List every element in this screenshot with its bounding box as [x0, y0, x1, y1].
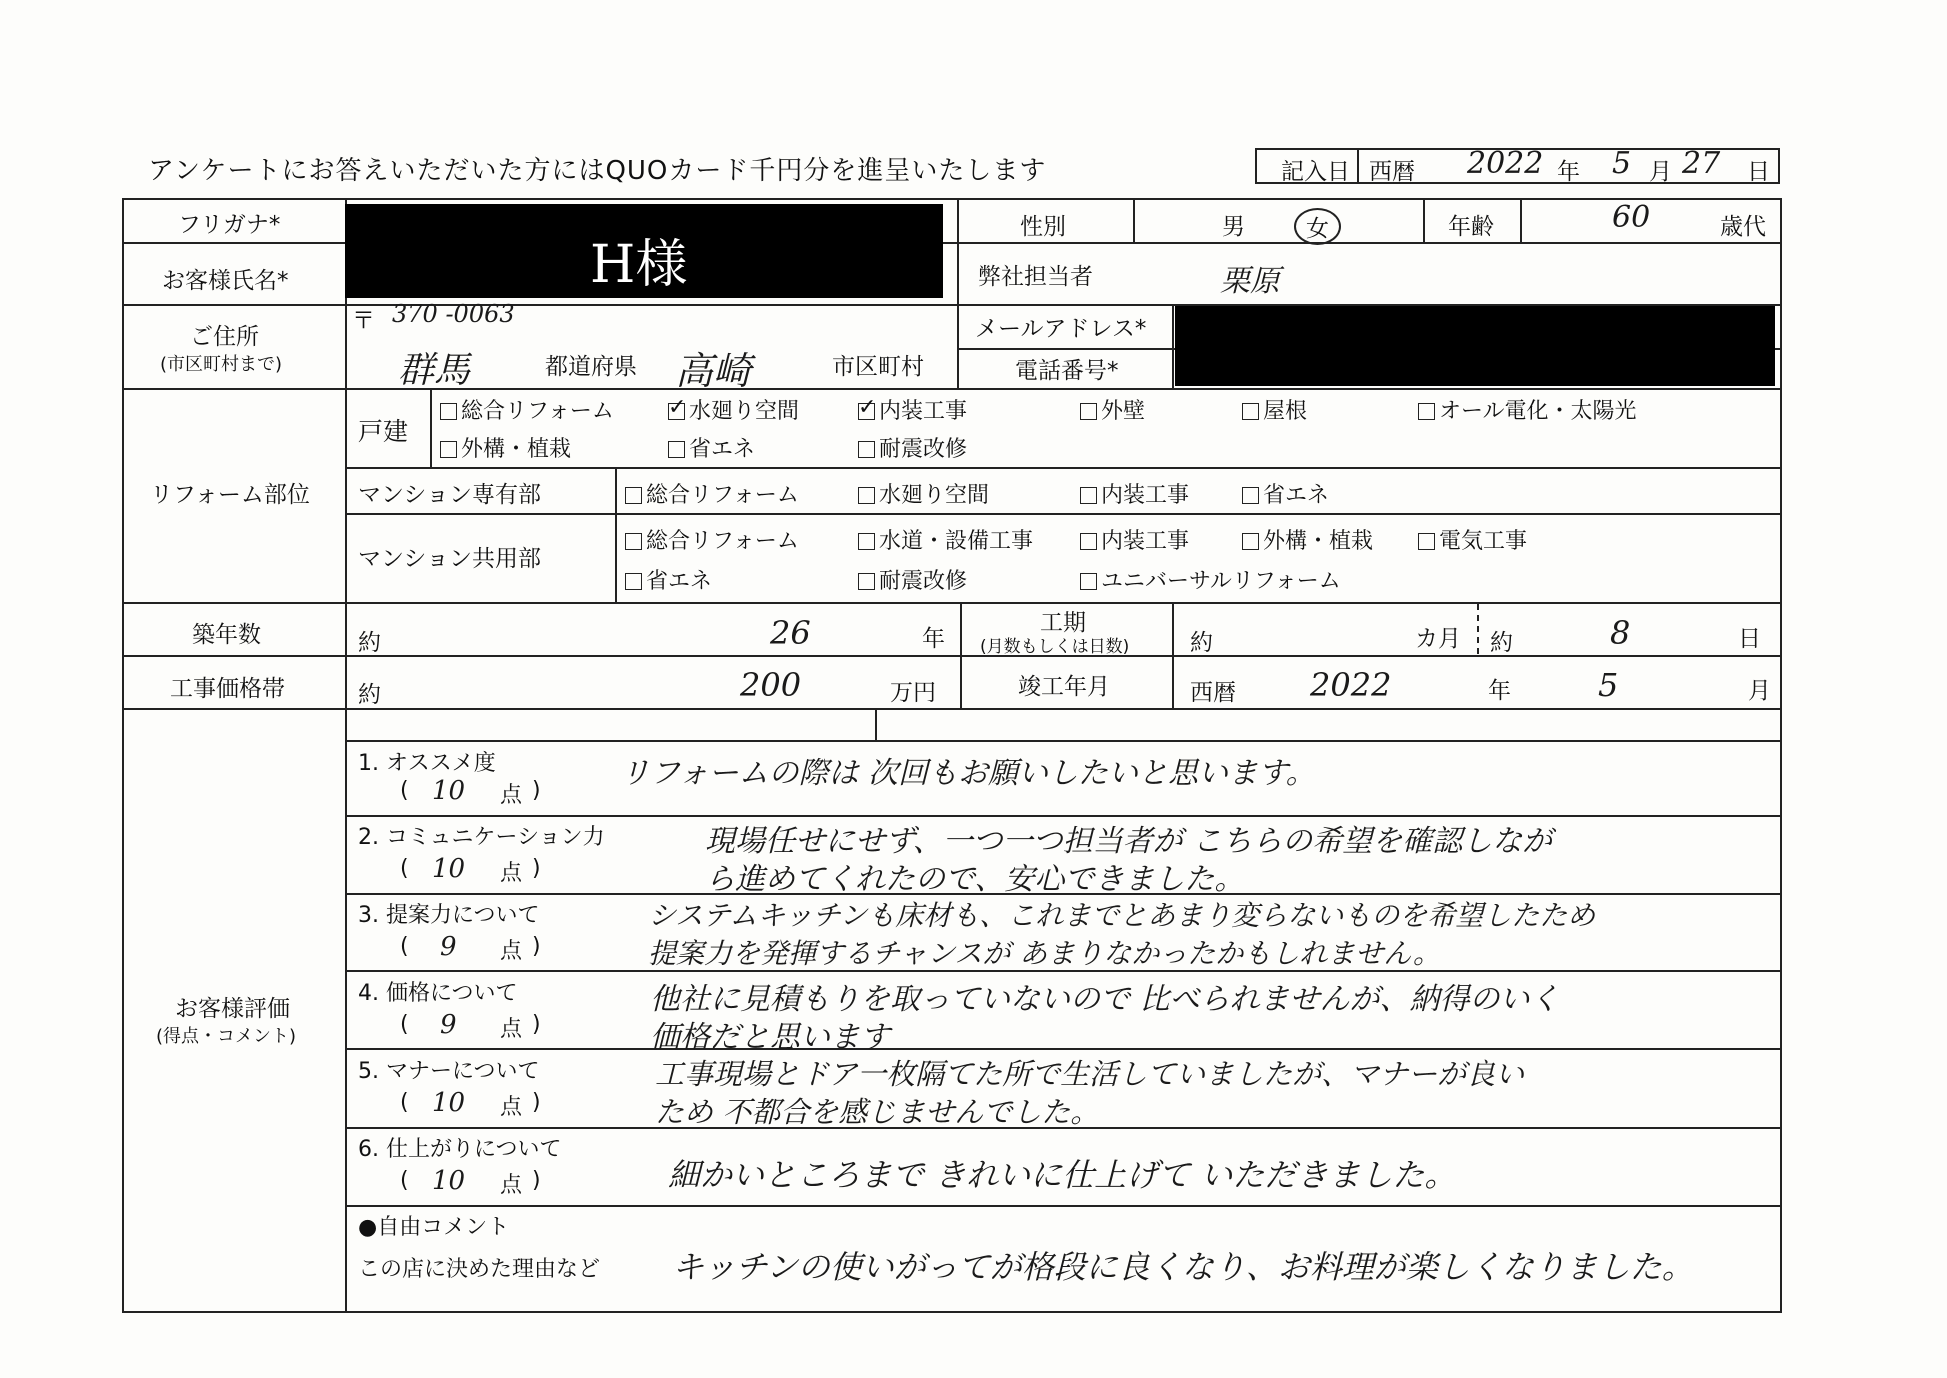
prefecture-value: 群馬	[398, 350, 471, 391]
house-option[interactable]: ✓ 水廻り空間	[668, 394, 799, 425]
period-days-value: 8	[1610, 614, 1631, 652]
eval-item-comment: ため 不都合を感じませんでした。	[655, 1095, 1100, 1129]
eval-item-title: 4. 価格について	[358, 981, 518, 1006]
eval-item-title: 5. マナーについて	[358, 1059, 540, 1084]
checkbox-icon	[625, 573, 642, 590]
checkbox-icon	[858, 533, 875, 550]
checked-checkbox-icon	[858, 403, 875, 420]
house-option[interactable]: 省エネ	[668, 432, 755, 463]
completion-era: 西暦	[1190, 680, 1236, 706]
mansion-common-label: マンション共用部	[358, 546, 541, 572]
date-year-unit: 年	[1557, 159, 1580, 185]
eval-item-comment: 他社に見積もりを取っていないので 比べられませんが、納得のいく	[650, 982, 1560, 1017]
date-box	[1255, 148, 1780, 184]
house-option[interactable]: 屋根	[1242, 394, 1307, 425]
price-value: 200	[740, 666, 802, 704]
completion-month-unit: 月	[1748, 678, 1771, 704]
completion-year: 2022	[1310, 666, 1392, 704]
eval-item-comment: 現場任せにせず、一つ一つ担当者が こちらの希望を確認しなが	[705, 824, 1553, 859]
phone-label: 電話番号*	[1015, 358, 1119, 384]
period-approx-months: 約	[1190, 630, 1213, 656]
checkbox-icon	[625, 533, 642, 550]
mansion-common-option[interactable]: 外構・植栽	[1242, 524, 1373, 555]
eval-item-score-open: (	[400, 934, 409, 959]
eval-item-title: 2. コミュニケーション力	[358, 825, 605, 850]
price-unit: 万円	[890, 680, 936, 706]
checkbox-icon	[440, 441, 457, 458]
period-label: 工期	[1040, 610, 1086, 636]
checkbox-icon	[1418, 403, 1435, 420]
mansion-common-option[interactable]: 電気工事	[1418, 524, 1527, 555]
evaluation-label: お客様評価	[175, 996, 290, 1022]
price-approx: 約	[358, 682, 381, 708]
building-age-label: 築年数	[192, 622, 261, 648]
staff-value: 栗原	[1220, 264, 1280, 299]
checkbox-icon	[1080, 533, 1097, 550]
house-option[interactable]: 耐震改修	[858, 432, 967, 463]
eval-item-score-close: )	[532, 778, 541, 803]
checkbox-icon	[1080, 403, 1097, 420]
period-days-unit: 日	[1738, 626, 1761, 652]
mansion-private-option[interactable]: 省エネ	[1242, 478, 1329, 509]
completion-month: 5	[1598, 666, 1619, 704]
age-unit: 歳代	[1720, 214, 1766, 240]
email-label: メールアドレス*	[975, 316, 1147, 342]
age-label: 年齢	[1448, 214, 1494, 240]
eval-item-score-unit: 点	[500, 1017, 523, 1042]
free-comment-text: キッチンの使いがってが格段に良くなり、お料理が楽しくなりました。	[672, 1248, 1694, 1286]
eval-item-score-open: (	[400, 778, 409, 803]
house-label: 戸建	[358, 417, 409, 446]
mansion-common-option[interactable]: 省エネ	[625, 564, 712, 595]
checkbox-icon	[1242, 403, 1259, 420]
eval-item-score: 9	[440, 932, 457, 962]
date-month-unit: 月	[1649, 159, 1672, 185]
period-months-unit: カ月	[1415, 626, 1461, 652]
eval-item-score-open: (	[400, 856, 409, 881]
mansion-private-option[interactable]: 水廻り空間	[858, 478, 989, 509]
eval-item-score-unit: 点	[500, 1173, 523, 1198]
contact-redaction	[1175, 306, 1775, 386]
eval-item-score-close: )	[532, 934, 541, 959]
checkbox-icon	[858, 573, 875, 590]
eval-item-score: 10	[432, 776, 466, 806]
building-age-value: 26	[770, 614, 811, 652]
checkbox-icon	[1080, 487, 1097, 504]
checkbox-icon	[1242, 533, 1259, 550]
eval-item-score: 10	[432, 1166, 466, 1196]
checkbox-icon	[1418, 533, 1435, 550]
eval-item-score-open: (	[400, 1090, 409, 1115]
checked-checkbox-icon	[668, 403, 685, 420]
eval-item-title: 1. オススメ度	[358, 751, 496, 776]
city-value: 高崎	[675, 349, 752, 393]
mansion-common-option[interactable]: 耐震改修	[858, 564, 967, 595]
mansion-common-option[interactable]: 総合リフォーム	[625, 524, 799, 555]
building-age-approx: 約	[358, 630, 381, 656]
eval-item-title: 6. 仕上がりについて	[358, 1137, 562, 1162]
house-option[interactable]: 外構・植栽	[440, 432, 571, 463]
checkbox-icon	[858, 487, 875, 504]
date-year: 2022	[1467, 146, 1544, 181]
completion-label: 竣工年月	[1018, 674, 1110, 700]
eval-item-comment: システムキッチンも床材も、これまでとあまり変らないものを希望したため	[648, 899, 1596, 932]
mansion-common-option[interactable]: ユニバーサルリフォーム	[1080, 564, 1341, 595]
reform-section-label: リフォーム部位	[150, 482, 310, 508]
eval-item-score-open: (	[400, 1012, 409, 1037]
eval-item-score-close: )	[532, 1012, 541, 1037]
mansion-private-option[interactable]: 総合リフォーム	[625, 478, 799, 509]
city-unit: 市区町村	[832, 354, 924, 380]
eval-item-comment: ら進めてくれたので、安心できました。	[705, 862, 1245, 897]
name-label: お客様氏名*	[162, 268, 289, 294]
house-option[interactable]: ✓ 内装工事	[858, 394, 967, 425]
house-option[interactable]: 総合リフォーム	[440, 394, 614, 425]
checkbox-icon	[1242, 487, 1259, 504]
house-option[interactable]: オール電化・太陽光	[1418, 394, 1637, 425]
date-label: 記入日	[1281, 159, 1350, 185]
completion-year-unit: 年	[1488, 678, 1511, 704]
evaluation-sub: (得点・コメント)	[156, 1026, 297, 1047]
eval-item-score-close: )	[532, 856, 541, 881]
gender-label: 性別	[1020, 214, 1066, 240]
eval-item-score-unit: 点	[500, 1095, 523, 1120]
checkbox-icon	[1080, 573, 1097, 590]
mansion-private-label: マンション専有部	[358, 482, 541, 508]
eval-item-score-unit: 点	[500, 939, 523, 964]
free-comment-label: ●自由コメント	[358, 1215, 510, 1240]
postal-code: 370 -0063	[392, 300, 515, 328]
eval-item-score-open: (	[400, 1168, 409, 1193]
eval-item-score: 10	[432, 1088, 466, 1118]
building-age-unit: 年	[922, 626, 945, 652]
mansion-common-option[interactable]: 水道・設備工事	[858, 524, 1033, 555]
date-day-unit: 日	[1747, 159, 1770, 185]
eval-item-comment: 工事現場とドア一枚隔てた所で生活していましたが、マナーが良い	[655, 1057, 1525, 1091]
eval-item-score-unit: 点	[500, 861, 523, 886]
checkbox-icon	[625, 487, 642, 504]
eval-item-comment: 価格だと思います	[650, 1020, 890, 1055]
date-day: 27	[1682, 146, 1721, 181]
postal-mark: 〒	[352, 308, 375, 334]
gender-male: 男	[1222, 214, 1245, 240]
date-era-label: 西暦	[1369, 159, 1415, 185]
mansion-private-option[interactable]: 内装工事	[1080, 478, 1189, 509]
survey-notice: アンケートにお答えいただいた方にはQUOカード千円分を進呈いたします	[148, 156, 1047, 186]
gender-female-circled: 女	[1294, 208, 1341, 245]
address-label: ご住所	[190, 324, 259, 350]
prefecture-unit: 都道府県	[545, 354, 637, 380]
eval-item-score-close: )	[532, 1090, 541, 1115]
eval-item-score-close: )	[532, 1168, 541, 1193]
date-month: 5	[1612, 146, 1632, 181]
furigana-label: フリガナ*	[178, 212, 281, 238]
house-option[interactable]: 外壁	[1080, 394, 1145, 425]
eval-item-comment: 細かいところまで きれいに仕上げて いただきました。	[668, 1156, 1457, 1194]
eval-item-score: 10	[432, 854, 466, 884]
checkbox-icon	[440, 403, 457, 420]
eval-item-score-unit: 点	[500, 783, 523, 808]
eval-item-comment: リフォームの際は 次回もお願いしたいと思います。	[620, 756, 1316, 791]
eval-item-score: 9	[440, 1010, 457, 1040]
customer-name: H様	[590, 235, 688, 295]
price-label: 工事価格帯	[170, 676, 285, 702]
period-sub: (月数もしくは日数)	[980, 637, 1130, 657]
staff-label: 弊社担当者	[978, 264, 1093, 290]
period-approx-days: 約	[1490, 630, 1513, 656]
eval-item-title: 3. 提案力について	[358, 903, 540, 928]
mansion-common-option[interactable]: 内装工事	[1080, 524, 1189, 555]
free-comment-sub: この店に決めた理由など	[358, 1257, 601, 1282]
age-value: 60	[1612, 200, 1651, 235]
checkbox-icon	[858, 441, 875, 458]
address-sub: (市区町村まで)	[160, 354, 283, 375]
checkbox-icon	[668, 441, 685, 458]
eval-item-comment: 提案力を発揮するチャンスが あまりなかったかもしれません。	[648, 937, 1441, 970]
